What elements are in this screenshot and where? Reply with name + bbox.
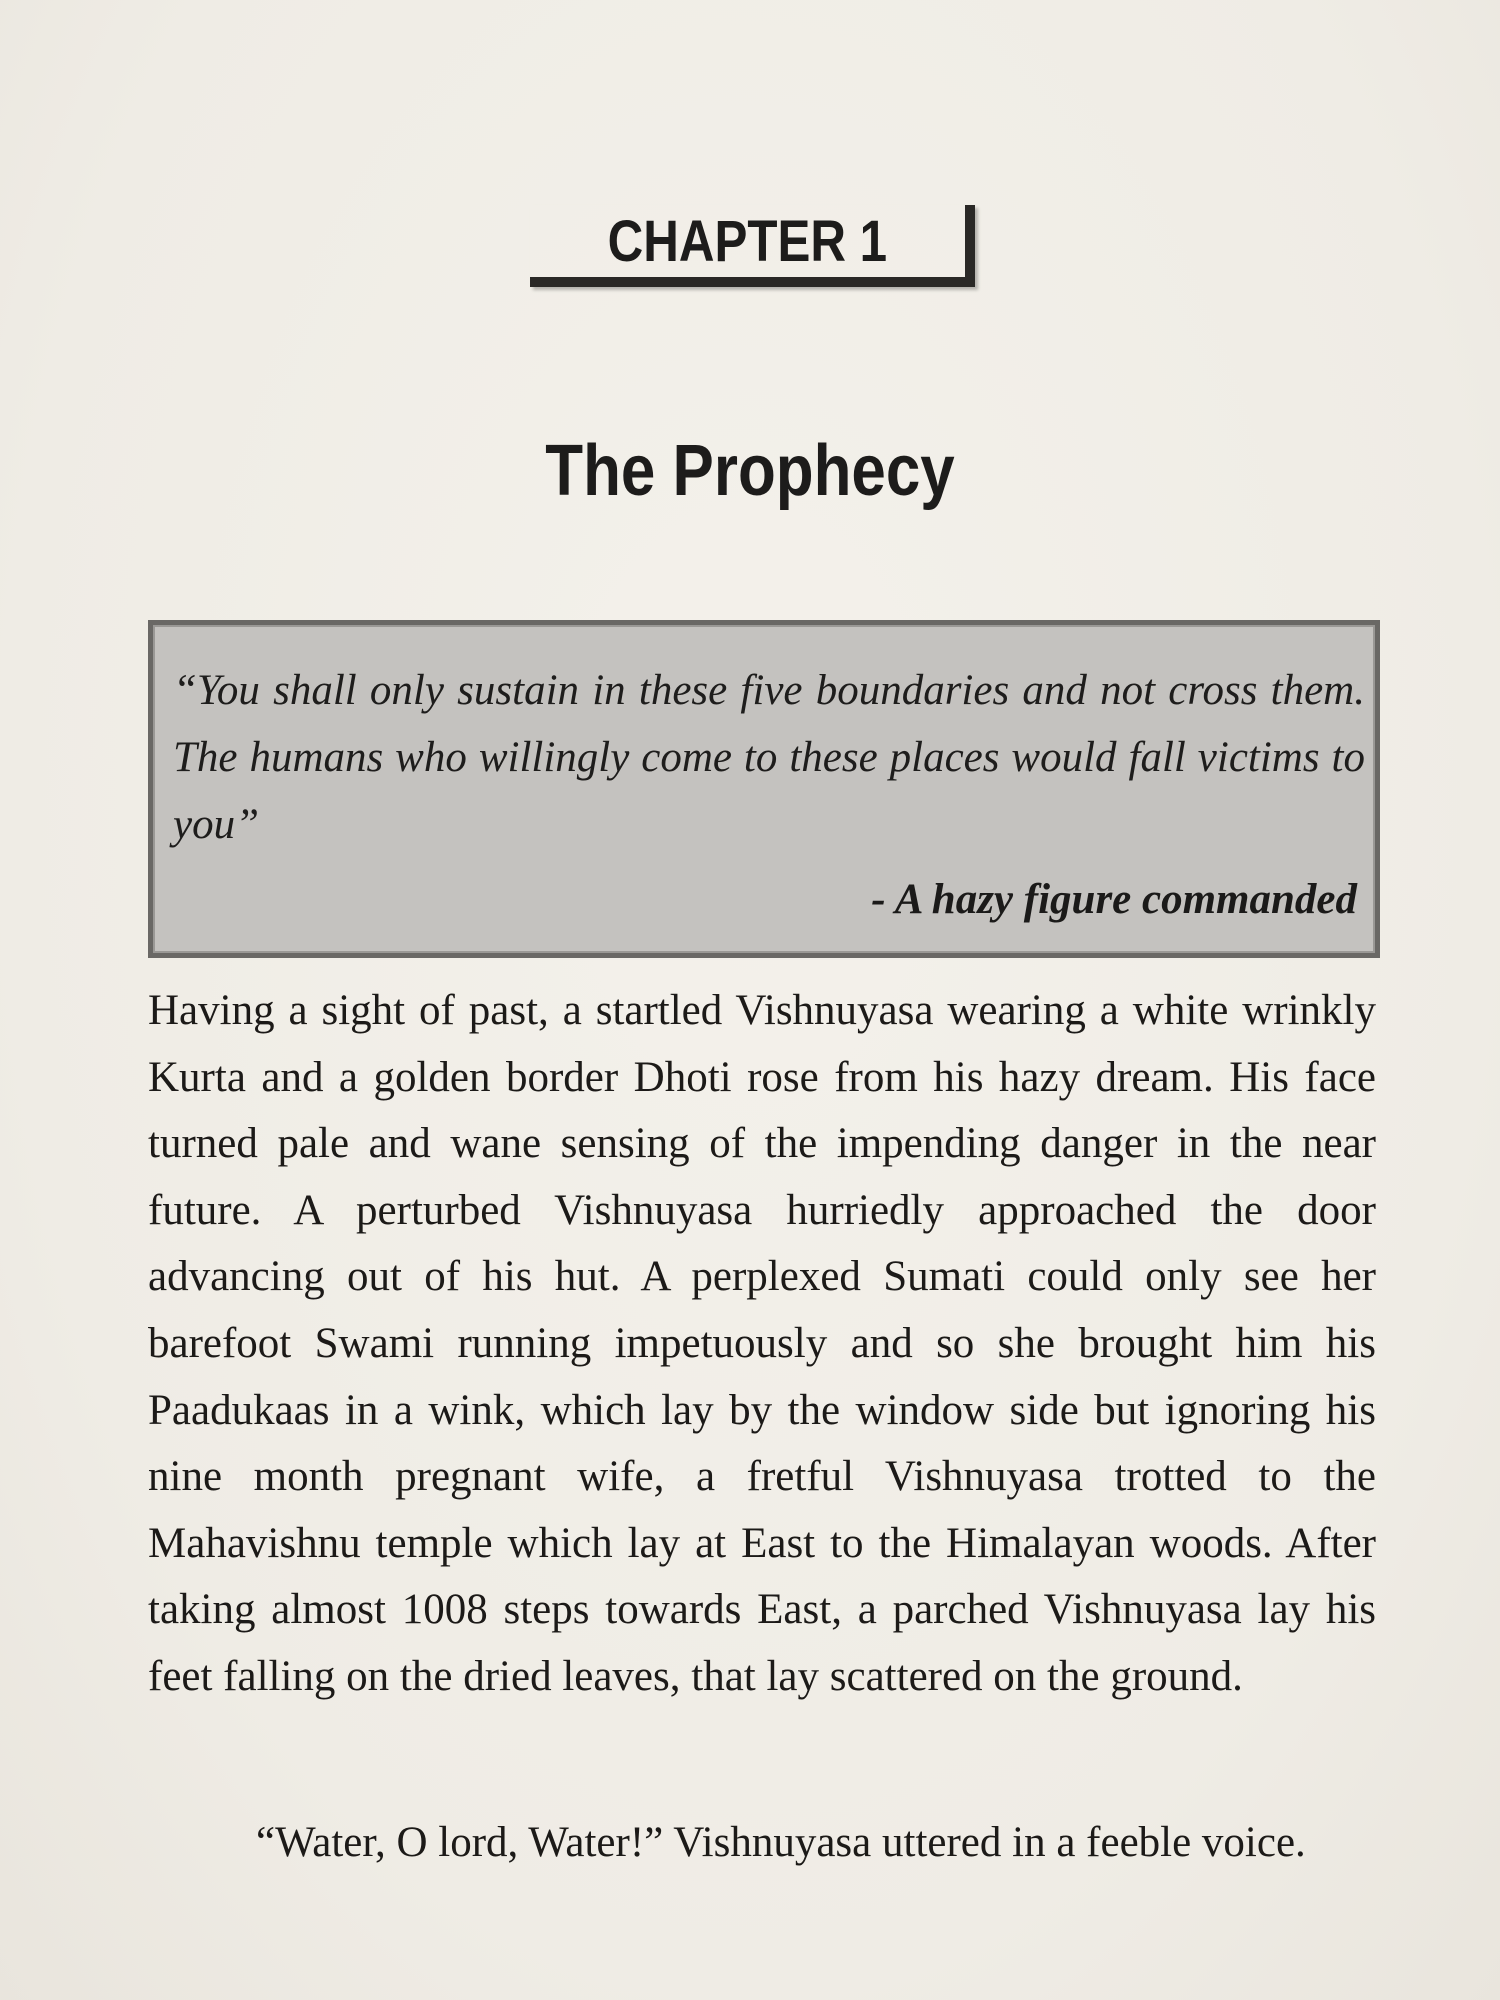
body-paragraph-1-text: Having a sight of past, a startled Vishnuyasa wearing a white wrinkly Kurta and a golden border Dhoti rose from his hazy dream. His face turned pale and wane sensing of the impending danger in the near future. A perturbed Vishnuyasa hurriedly approached the door advancing out of his hut. A perplexed Sumati could only see her barefoot Swami running impetuously and so she brought him his Paadukaas in a wink, which lay by the window side but ignoring his nine month pregnant wife, a fretful Vishnuyasa trotted to the Mahavishnu temple which lay at East to the Himalayan woods. After taking almost 1008 steps towards East, a parched Vishnuyasa lay his feet falling on the dried leaves, that lay scattered on the ground.: [148, 987, 1376, 1700]
epigraph-box: [148, 620, 1380, 958]
body-paragraph-2: “Water, O lord, Water!” Vishnuyasa uttered in a feeble voice.: [256, 1819, 1306, 1866]
epigraph-attribution: - A hazy figure commanded: [871, 876, 1357, 923]
chapter-heading-box: [530, 205, 975, 287]
epigraph-quote: “You shall only sustain in these five boundaries and not cross them. The humans who willingly come to these places would fall victims to you”: [173, 667, 1365, 848]
chapter-title: The Prophecy: [545, 431, 955, 511]
body-paragraph-1: [148, 978, 1376, 1711]
chapter-label: CHAPTER 1: [607, 208, 888, 274]
